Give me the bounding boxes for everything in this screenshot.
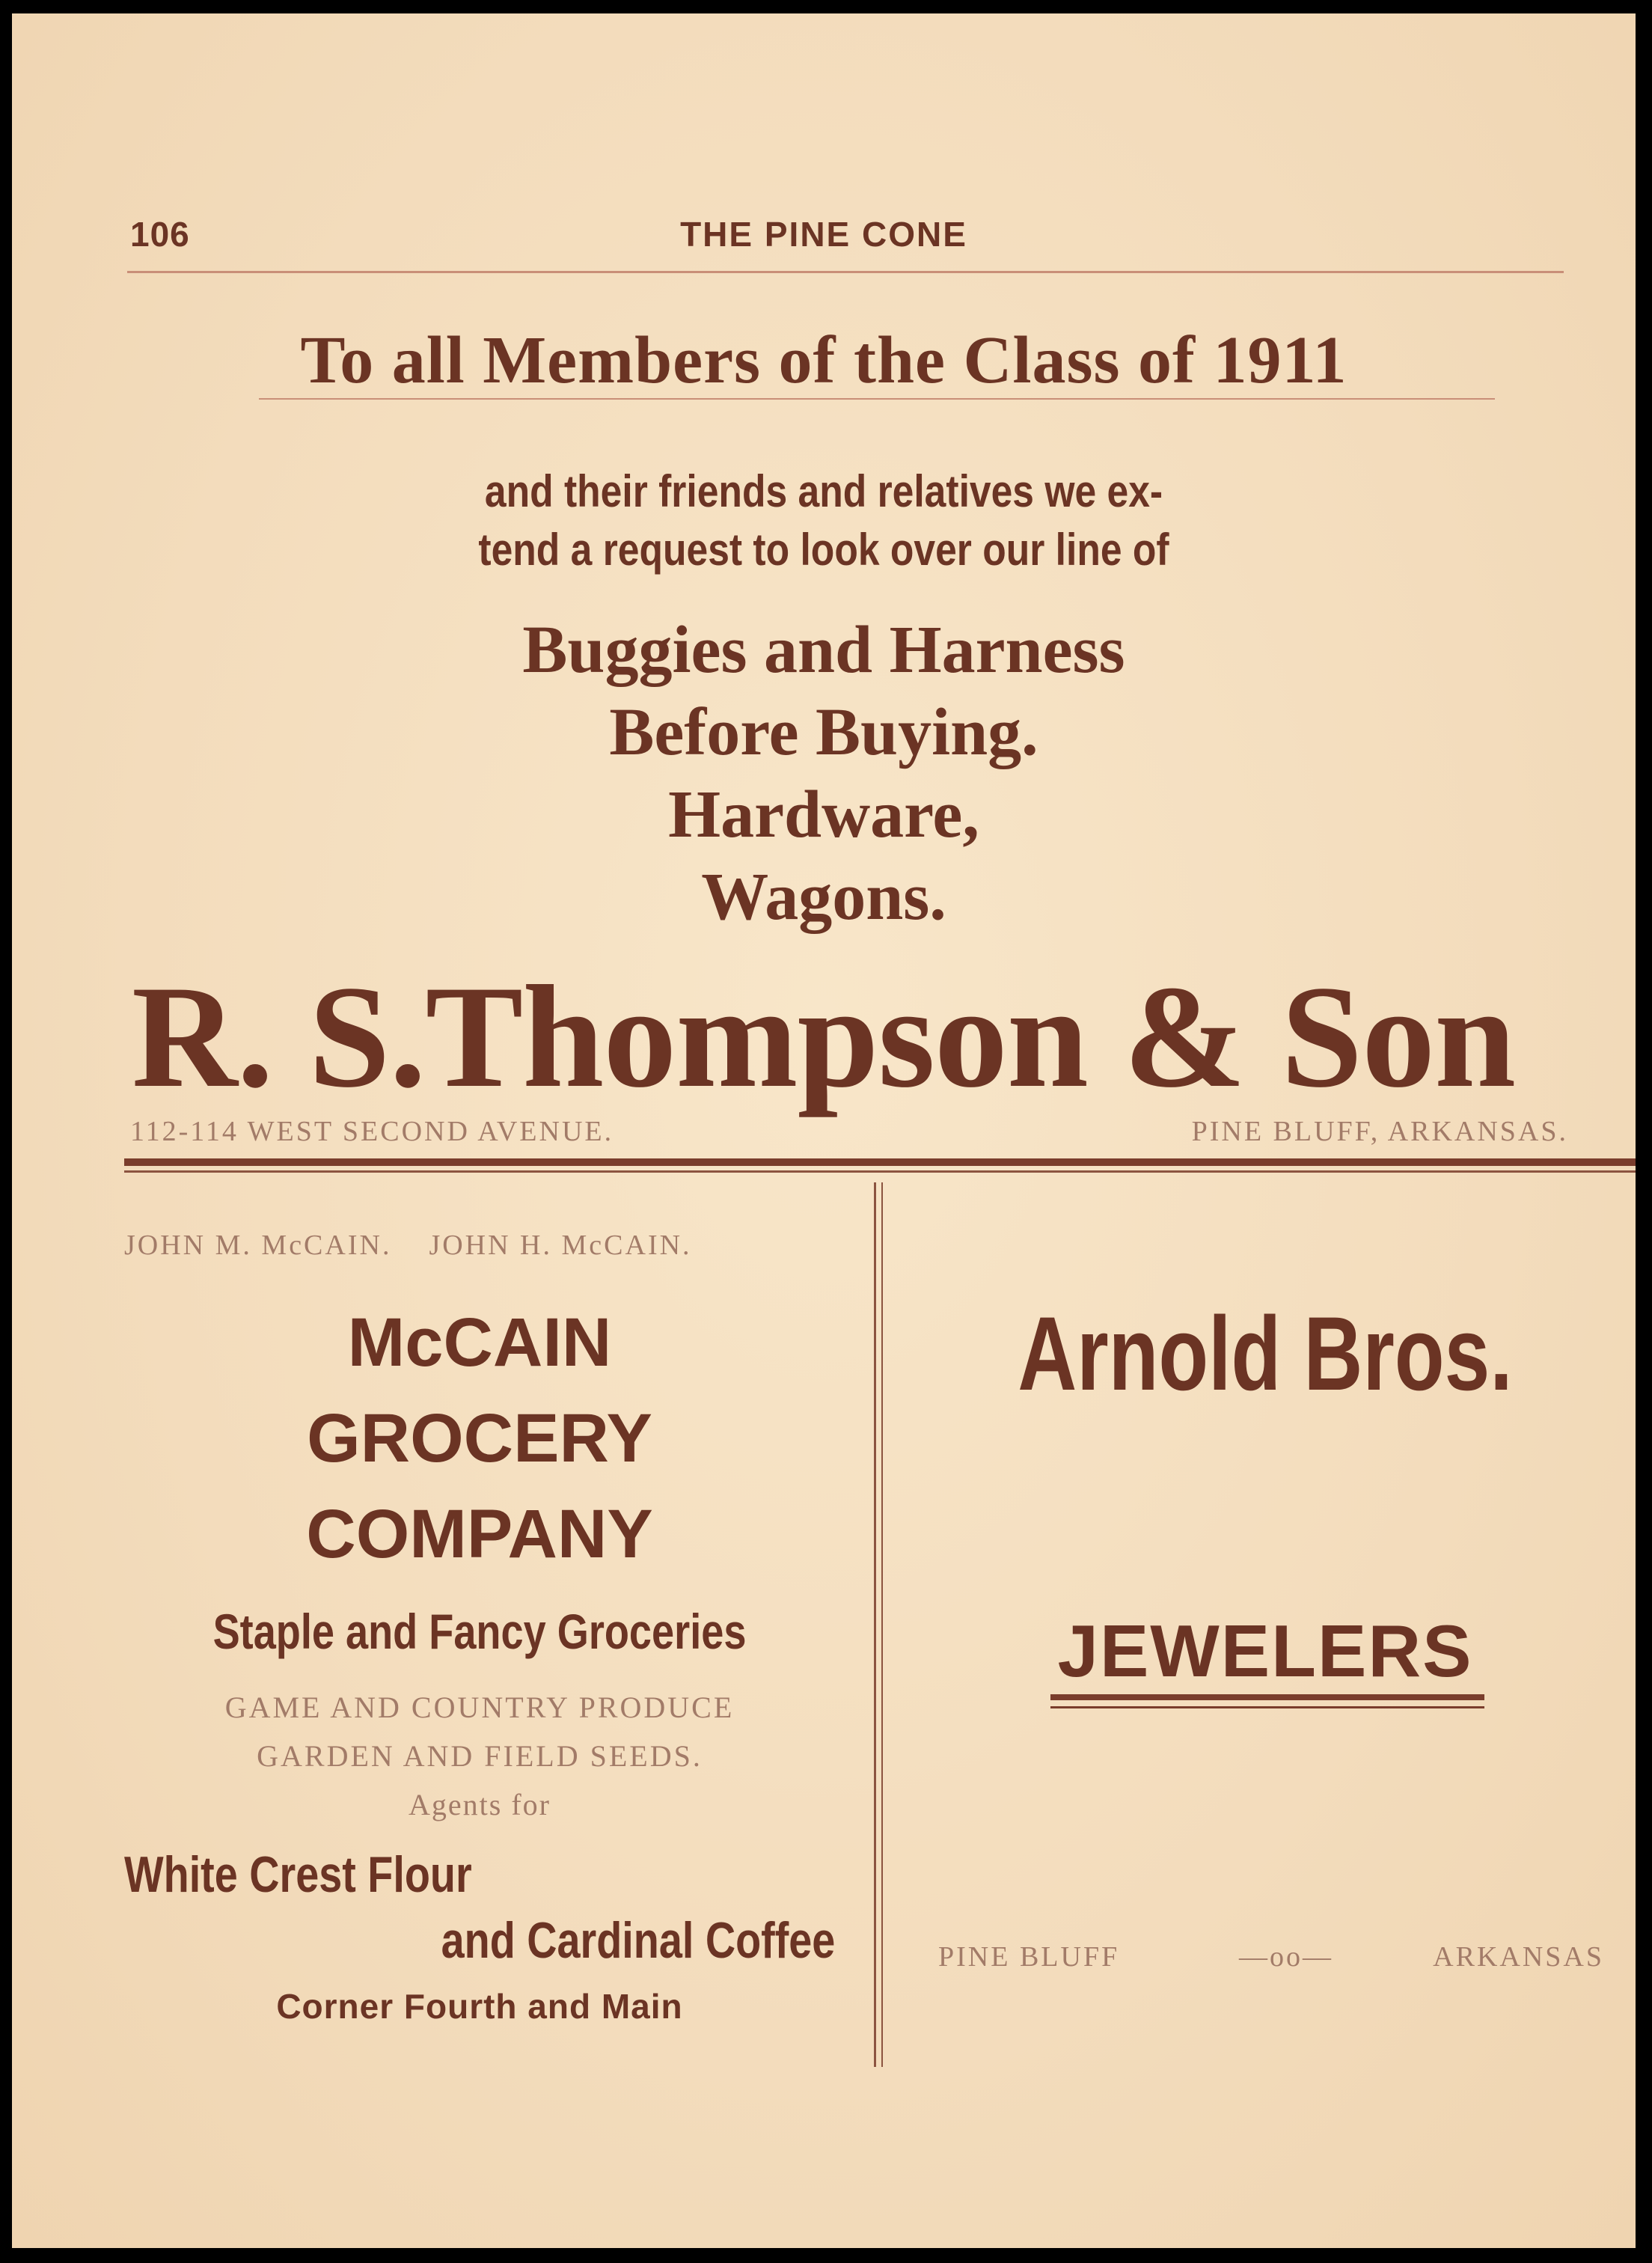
thompson-city: PINE BLUFF, ARKANSAS. — [1191, 1116, 1568, 1147]
column-divider — [874, 1182, 876, 2067]
mccain-seeds: GARDEN AND FIELD SEEDS. — [257, 1739, 703, 1773]
mccain-name-line-3: COMPANY — [306, 1496, 653, 1572]
product-line-3: Hardware, — [668, 778, 979, 852]
mccain-agents: Agents for — [409, 1788, 551, 1821]
mccain-name — [109, 1295, 850, 1582]
arnold-trade: JEWELERS — [1057, 1610, 1473, 1692]
publication-title: THE PINE CONE — [680, 215, 967, 254]
intro-line-2: tend a request to look over our line of — [478, 525, 1169, 575]
mccain-proprietors: JOHN M. McCAIN. JOHN H. McCAIN. — [124, 1230, 692, 1261]
page-number: 106 — [130, 215, 190, 254]
mccain-name-line-1: McCAIN — [347, 1304, 612, 1381]
product-line-2: Before Buying. — [609, 695, 1038, 769]
jewelers-underline — [1050, 1694, 1484, 1700]
section-divider — [124, 1158, 1636, 1166]
header-rule — [127, 271, 1564, 273]
thompson-firm-name: R. S.Thompson & Son — [132, 956, 1516, 1118]
mccain-name-line-2: GROCERY — [307, 1400, 652, 1476]
product-line-4: Wagons. — [701, 860, 946, 934]
arnold-name: Arnold Bros. — [1018, 1295, 1513, 1412]
mccain-brand-flour: White Crest Flour — [124, 1846, 472, 1903]
page — [12, 13, 1636, 2248]
jewelers-underline-fine — [1050, 1706, 1484, 1708]
mccain-produce: GAME AND COUNTRY PRODUCE — [224, 1691, 735, 1724]
column-divider-2 — [881, 1182, 883, 2067]
product-line-1: Buggies and Harness — [522, 613, 1125, 687]
mccain-brand-coffee: and Cardinal Coffee — [441, 1912, 835, 1969]
mccain-tagline: Staple and Fancy Groceries — [212, 1604, 747, 1659]
intro-line-1: and their friends and relatives we ex- — [484, 466, 1163, 516]
thompson-intro — [126, 462, 1522, 579]
arnold-state: ARKANSAS — [1433, 1941, 1604, 1973]
section-divider-fine — [124, 1170, 1636, 1173]
headline-underline — [259, 398, 1495, 400]
mccain-location: Corner Fourth and Main — [276, 1987, 683, 2026]
thompson-headline: To all Members of the Class of 1911 — [300, 323, 1347, 397]
arnold-separator: —oo— — [1239, 1941, 1333, 1973]
thompson-products — [12, 609, 1636, 938]
arnold-city: PINE BLUFF — [938, 1941, 1120, 1973]
thompson-address: 112-114 WEST SECOND AVENUE. — [130, 1116, 614, 1147]
